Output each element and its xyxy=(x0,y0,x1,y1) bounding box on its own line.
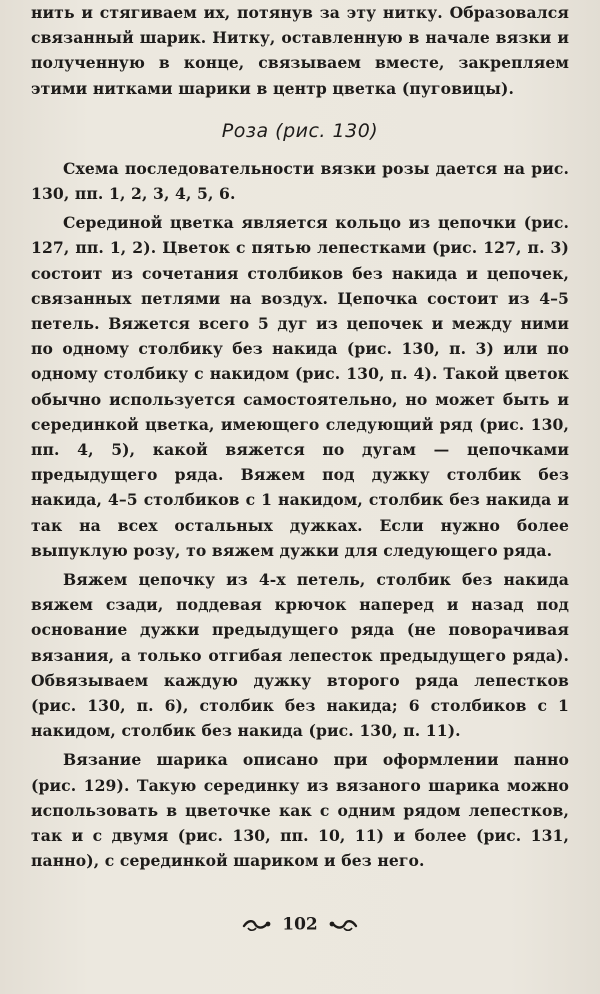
paragraph-chain: Вяжем цепочку из 4-х петель, столбик без накида вяжем сзади, поддевая крючок наперед и назад под основание дужки предыдущего ряда (не поворачивая вязания, а только отгибая лепесток предыдущего ряда). Обвязываем каждую дужку второго ряда лепестков (рис. 130, п. 6), столбик без накида; 6 столбиков с 1 накидом, столбик без накида (рис. 130, п. 11). xyxy=(31,570,569,741)
paragraph-scheme: Схема последовательности вязки розы дается на рис. 130, пп. 1, 2, 3, 4, 5, 6. xyxy=(31,158,569,204)
page-number: 102 xyxy=(282,914,318,935)
paragraph-center: Серединой цветка является кольцо из цепочки (рис. 127, пп. 1, 2). Цветок с пятью лепестками (рис. 127, п. 3) состоит из сочетания столбиков без накида и цепочек, связанных петлями на воздух. Цепочка состоит из 4–5 петель. Вяжется всего 5 дуг из цепочек и между ними по одному столбику без накида (рис. 130, п. 3) или по одному столбику с накидом (рис. 130, п. 4). Такой цветок обычно используется самостоятельно, но может быть и серединкой цветка, имеющего следующий ряд (рис. 130, пп. 4, 5), какой вяжется по дугам — цепочками предыдущего ряда. Вяжем под дужку столбик без накида, 4–5 столбиков с 1 накидом, столбик без накида и так на всех остальных дужках. Если нужно более выпуклую розу, то вяжем дужки для следующего ряда. xyxy=(31,213,569,560)
right-ornament-icon xyxy=(328,918,358,932)
page-footer xyxy=(0,914,600,935)
intro-paragraph: нить и стягиваем их, потянув за эту нитку. Образовался связанный шарик. Нитку, оставленную в начале вязки и полученную в конце, связываем вместе, закрепляем этими нитками шарики в центр цветка (пуговицы). xyxy=(31,3,569,98)
left-ornament-icon xyxy=(242,918,272,932)
page-content xyxy=(31,0,569,874)
paragraph-ball: Вязание шарика описано при оформлении панно (рис. 129). Такую серединку из вязаного шарика можно использовать в цветочке как с одним рядом лепестков, так и с двумя (рис. 130, пп. 10, 11) и более (рис. 131, панно), с серединкой шариком и без него. xyxy=(31,750,569,871)
section-title: Роза (рис. 130) xyxy=(221,119,379,142)
